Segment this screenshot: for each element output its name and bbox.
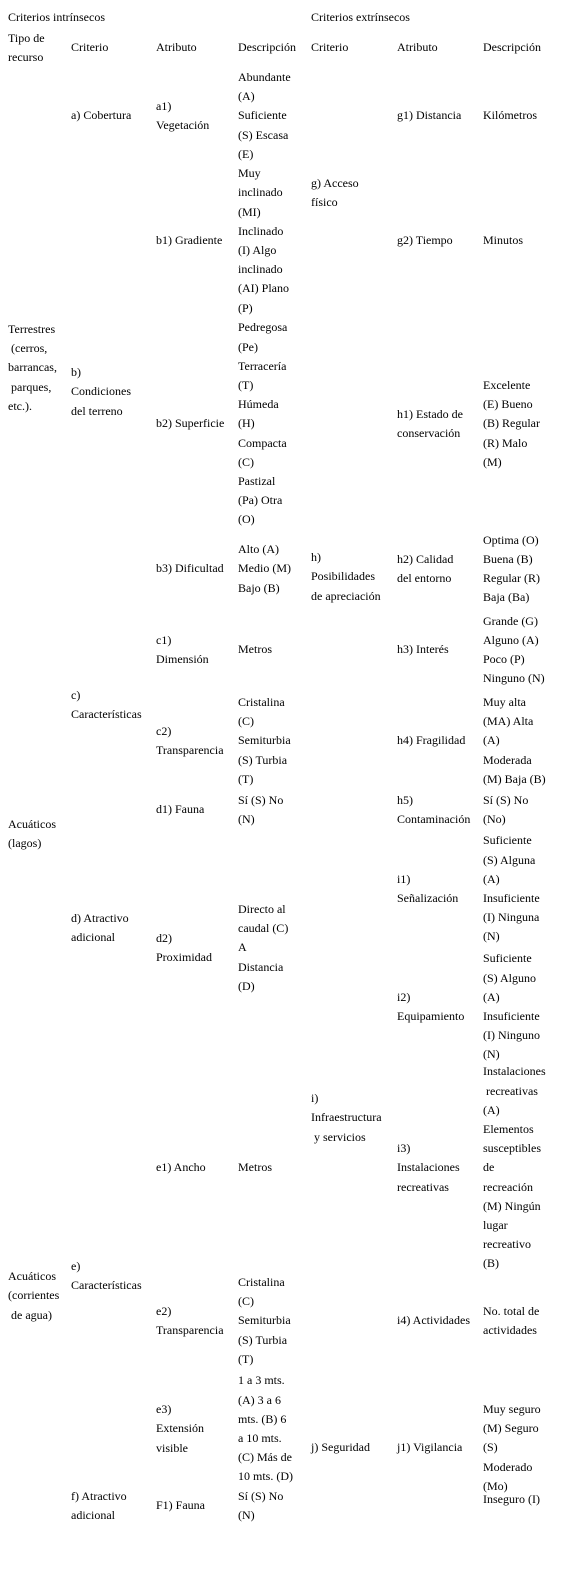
descripcion-e1: Metros bbox=[238, 1160, 272, 1175]
col-header-criterio-ext: Criterio bbox=[311, 40, 349, 55]
criterio-f: f) Atractivo adicional bbox=[71, 1488, 127, 1522]
descripcion-h2: Optima (O) Buena (B) Regular (R) Baja (Ba) bbox=[483, 532, 540, 605]
atributo-g2: g2) Tiempo bbox=[397, 233, 453, 248]
atributo-b2: b2) Superficie bbox=[156, 416, 225, 431]
criterio-e: e) Características bbox=[71, 1258, 142, 1292]
col-header-atributo-int: Atributo bbox=[156, 40, 197, 55]
atributo-d2: d2) Proximidad bbox=[156, 930, 212, 964]
header-extrinsic: Criterios extrínsecos bbox=[311, 10, 410, 24]
criterio-b: b) Condiciones del terreno bbox=[71, 365, 131, 418]
atributo-a1: a1) Vegetación bbox=[156, 98, 210, 132]
atributo-i3: i3) Instalaciones recreativas bbox=[397, 1141, 460, 1194]
descripcion-c2: Cristalina (C) Semiturbia (S) Turbia (T) bbox=[238, 694, 291, 786]
descripcion-b2: Pedregosa (Pe) Terracería (T) Húmeda (H) Compacta (C) Pastizal (Pa) Otra (O) bbox=[238, 320, 288, 527]
col-header-descripcion-ext: Descripción bbox=[483, 40, 541, 55]
atributo-i1: i1) Señalización bbox=[397, 871, 459, 905]
descripcion-b3: Alto (A) Medio (M) Bajo (B) bbox=[238, 542, 291, 595]
atributo-b1: b1) Gradiente bbox=[156, 233, 223, 248]
descripcion-i2: Suficiente (S) Alguno (A) Insuficiente (I) Ninguno (N) bbox=[483, 951, 540, 1062]
atributo-h1: h1) Estado de conservación bbox=[397, 406, 463, 440]
col-header-criterio-int: Criterio bbox=[71, 40, 109, 55]
descripcion-i4: No. total de actividades bbox=[483, 1303, 540, 1337]
descripcion-h4: Muy alta (MA) Alta (A) Moderada (M) Baja (B) bbox=[483, 694, 546, 786]
criterio-c: c) Características bbox=[71, 687, 142, 721]
col-header-atributo-ext: Atributo bbox=[397, 40, 438, 55]
atributo-e3: e3) Extensión visible bbox=[156, 1402, 204, 1455]
criterio-i: i) Infraestructura y servicios bbox=[311, 1091, 382, 1144]
descripcion-i3: Instalaciones recreativas (A) Elementos susceptibles de recreación (M) Ningún lugar recreativo (B) bbox=[483, 1064, 546, 1271]
descripcion-j1-b: Inseguro (I) bbox=[483, 1492, 540, 1506]
descripcion-h3: Grande (G) Alguno (A) Poco (P) Ninguno (N) bbox=[483, 613, 545, 686]
atributo-j1: j1) Vigilancia bbox=[397, 1440, 463, 1455]
descripcion-g1: Kilómetros bbox=[483, 108, 537, 123]
criterio-g: g) Acceso físico bbox=[311, 175, 359, 209]
atributo-h5: h5) Contaminación bbox=[397, 792, 471, 826]
header-intrinsic: Criterios intrínsecos bbox=[8, 10, 105, 24]
descripcion-a1: Abundante (A) Suficiente (S) Escasa (E) bbox=[238, 70, 291, 161]
criterio-d: d) Atractivo adicional bbox=[71, 910, 129, 944]
atributo-e2: e2) Transparencia bbox=[156, 1303, 224, 1337]
descripcion-f1: Sí (S) No (N) bbox=[238, 1488, 284, 1522]
tipo-acuaticos-corrientes: Acuáticos (corrientes de agua) bbox=[8, 1269, 60, 1322]
descripcion-d1: Sí (S) No (N) bbox=[238, 792, 284, 826]
criterio-j: j) Seguridad bbox=[311, 1440, 370, 1455]
tipo-terrestres: Terrestres (cerros, barrancas, parques, etc.). bbox=[8, 321, 57, 413]
descripcion-e3: 1 a 3 mts. (A) 3 a 6 mts. (B) 6 a 10 mts. (C) Más de 10 mts. (D) bbox=[238, 1373, 293, 1484]
atributo-h2: h2) Calidad del entorno bbox=[397, 551, 454, 585]
descripcion-h5: Sí (S) No (No) bbox=[483, 792, 529, 826]
tipo-acuaticos-lagos: Acuáticos (lagos) bbox=[8, 816, 56, 850]
descripcion-d2: Directo al caudal (C) A Distancia (D) bbox=[238, 901, 289, 993]
atributo-g1: g1) Distancia bbox=[397, 108, 462, 123]
col-header-descripcion-int: Descripción bbox=[238, 40, 296, 55]
criterio-a: a) Cobertura bbox=[71, 108, 132, 123]
atributo-b3: b3) Dificultad bbox=[156, 561, 224, 576]
atributo-d1: d1) Fauna bbox=[156, 802, 205, 817]
descripcion-e2: Cristalina (C) Semiturbia (S) Turbia (T) bbox=[238, 1274, 291, 1366]
descripcion-g2: Minutos bbox=[483, 233, 524, 248]
atributo-h4: h4) Fragilidad bbox=[397, 733, 466, 748]
col-header-tipo: Tipo de recurso bbox=[8, 30, 45, 64]
descripcion-c1: Metros bbox=[238, 642, 272, 657]
atributo-h3: h3) Interés bbox=[397, 642, 449, 657]
atributo-f1: F1) Fauna bbox=[156, 1498, 205, 1513]
criterio-h: h) Posibilidades de apreciación bbox=[311, 550, 381, 603]
atributo-i2: i2) Equipamiento bbox=[397, 989, 465, 1023]
atributo-c1: c1) Dimensión bbox=[156, 632, 209, 666]
atributo-e1: e1) Ancho bbox=[156, 1160, 206, 1175]
atributo-c2: c2) Transparencia bbox=[156, 723, 224, 757]
descripcion-j1-a: Muy seguro (M) Seguro (S) Moderado (Mo) bbox=[483, 1401, 541, 1493]
atributo-i4: i4) Actividades bbox=[397, 1313, 470, 1328]
descripcion-h1: Excelente (E) Bueno (B) Regular (R) Malo (M) bbox=[483, 377, 540, 469]
descripcion-i1: Suficiente (S) Alguna (A) Insuficiente (I) Ninguna (N) bbox=[483, 833, 540, 944]
descripcion-b1: Muy inclinado (MI) Inclinado (I) Algo inclinado (AI) Plano (P) bbox=[238, 166, 289, 315]
